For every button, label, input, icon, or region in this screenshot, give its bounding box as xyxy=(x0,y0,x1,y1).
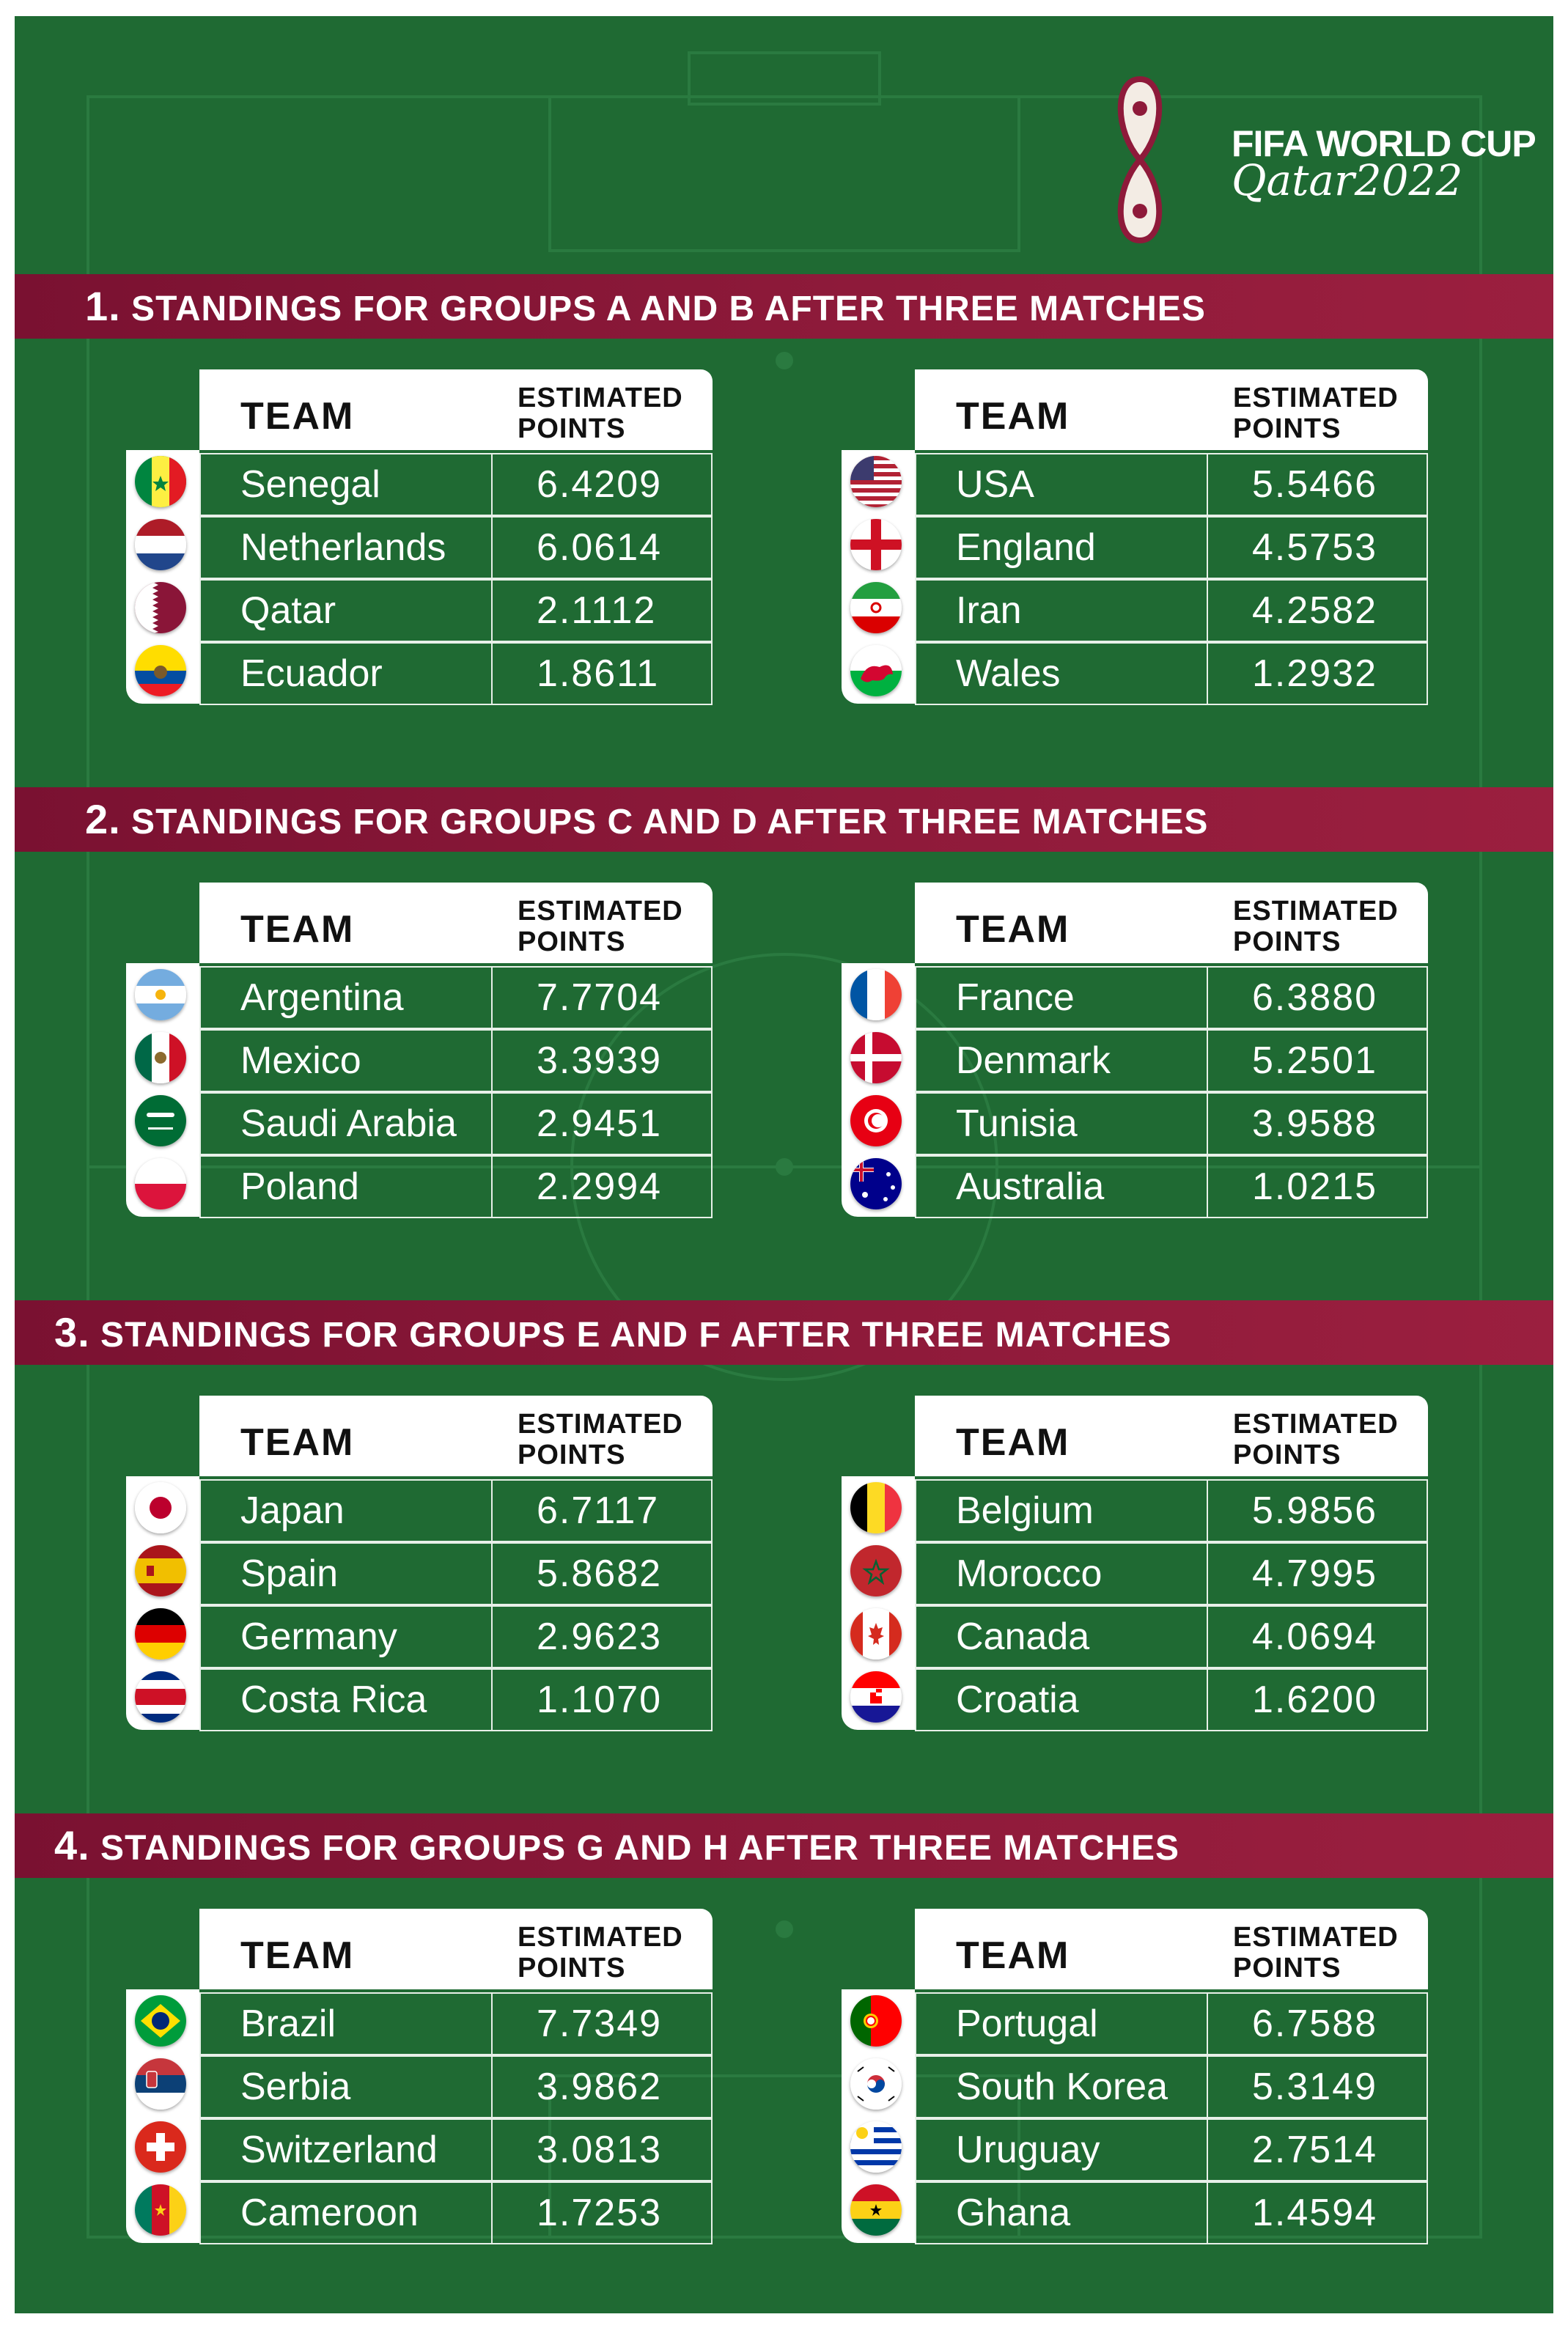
table-row xyxy=(915,1605,1428,1668)
team-name: Wales xyxy=(956,652,1061,695)
standings-table xyxy=(126,369,713,704)
table-row xyxy=(915,516,1428,579)
team-name: Senegal xyxy=(240,463,380,506)
section-banner xyxy=(15,274,1553,339)
flag-column xyxy=(842,1989,915,2243)
table-row xyxy=(199,1605,713,1668)
table-row xyxy=(915,1155,1428,1218)
estimated-points: 1.0215 xyxy=(1252,1165,1378,1208)
team-name: Japan xyxy=(240,1489,345,1532)
team-name: Belgium xyxy=(956,1489,1094,1532)
team-name: Canada xyxy=(956,1616,1090,1658)
estimated-points: 3.9862 xyxy=(537,2066,663,2108)
uruguay-flag-icon xyxy=(850,2121,902,2173)
team-name: Croatia xyxy=(956,1679,1079,1721)
iran-flag-icon xyxy=(850,582,902,633)
estimated-points: 5.8682 xyxy=(537,1552,663,1595)
header-points xyxy=(1233,1922,1399,1983)
estimated-points: 2.9623 xyxy=(537,1616,663,1658)
section-banner xyxy=(15,787,1553,852)
header-points-line1: ESTIMATED xyxy=(518,896,683,927)
table-row xyxy=(915,1029,1428,1092)
team-name: USA xyxy=(956,463,1034,506)
section-title xyxy=(54,1813,1179,1878)
header-points-line1: ESTIMATED xyxy=(518,1922,683,1953)
team-name: Germany xyxy=(240,1616,397,1658)
team-name: Poland xyxy=(240,1165,359,1208)
table-header xyxy=(199,1396,713,1476)
table-row xyxy=(199,2055,713,2118)
denmark-flag-icon xyxy=(850,1032,902,1083)
costa-rica-flag-icon xyxy=(135,1671,186,1723)
estimated-points: 5.9856 xyxy=(1252,1489,1378,1532)
header-points-line1: ESTIMATED xyxy=(518,1409,683,1440)
table-row xyxy=(915,2118,1428,2181)
estimated-points: 4.5753 xyxy=(1252,526,1378,569)
japan-flag-icon xyxy=(135,1482,186,1533)
header-points xyxy=(518,1409,683,1470)
table-row xyxy=(199,1668,713,1731)
estimated-points: 5.3149 xyxy=(1252,2066,1378,2108)
table-row xyxy=(915,453,1428,516)
england-flag-icon xyxy=(850,519,902,570)
argentina-flag-icon xyxy=(135,969,186,1020)
wales-flag-icon xyxy=(850,645,902,696)
table-row xyxy=(915,966,1428,1029)
table-header xyxy=(199,369,713,450)
estimated-points: 1.7253 xyxy=(537,2192,663,2234)
belgium-flag-icon xyxy=(850,1482,902,1533)
header-points-line1: ESTIMATED xyxy=(1233,896,1399,927)
standings-table xyxy=(842,883,1428,1217)
estimated-points: 1.8611 xyxy=(537,652,660,695)
header-points-line2: POINTS xyxy=(1233,927,1341,957)
infographic xyxy=(15,16,1553,2313)
team-name: Iran xyxy=(956,589,1022,632)
team-name: Netherlands xyxy=(240,526,446,569)
header-points-line2: POINTS xyxy=(1233,413,1341,444)
saudi-arabia-flag-icon xyxy=(135,1095,186,1146)
table-row xyxy=(199,579,713,642)
table-row xyxy=(199,453,713,516)
table-header xyxy=(915,1396,1428,1476)
estimated-points: 6.7588 xyxy=(1252,2003,1378,2045)
header-points-line1: ESTIMATED xyxy=(1233,1409,1399,1440)
header-points-line2: POINTS xyxy=(518,1953,626,1983)
standings-table xyxy=(842,1396,1428,1730)
standings-table xyxy=(126,1396,713,1730)
header-points-line2: POINTS xyxy=(518,1440,626,1470)
team-name: Switzerland xyxy=(240,2129,438,2171)
table-header xyxy=(915,369,1428,450)
team-name: Uruguay xyxy=(956,2129,1100,2171)
morocco-flag-icon xyxy=(850,1545,902,1596)
croatia-flag-icon xyxy=(850,1671,902,1723)
estimated-points: 6.7117 xyxy=(537,1489,660,1532)
table-header xyxy=(915,883,1428,963)
south-korea-flag-icon xyxy=(850,2058,902,2110)
header-points-line2: POINTS xyxy=(518,413,626,444)
senegal-flag-icon xyxy=(135,456,186,507)
tunisia-flag-icon xyxy=(850,1095,902,1146)
estimated-points: 5.5466 xyxy=(1252,463,1378,506)
cameroon-flag-icon xyxy=(135,2184,186,2236)
section-title-text: STANDINGS FOR GROUPS C AND D AFTER THREE MATCHES xyxy=(131,803,1209,841)
estimated-points: 2.1112 xyxy=(537,589,657,632)
standings-table xyxy=(842,1909,1428,2243)
flag-column xyxy=(126,1989,199,2243)
header-team: TEAM xyxy=(956,1934,1070,1977)
standings-table xyxy=(842,369,1428,704)
section-title xyxy=(85,787,1208,852)
header-points xyxy=(518,896,683,957)
team-name: Ghana xyxy=(956,2192,1071,2234)
team-name: Mexico xyxy=(240,1039,361,1082)
table-row xyxy=(199,2118,713,2181)
estimated-points: 4.7995 xyxy=(1252,1552,1378,1595)
table-row xyxy=(915,2055,1428,2118)
logo-title: FIFA WORLD CUP xyxy=(1232,123,1536,164)
estimated-points: 2.9451 xyxy=(537,1102,663,1145)
table-row xyxy=(199,1542,713,1605)
table-header xyxy=(199,1909,713,1989)
header-team: TEAM xyxy=(240,1934,355,1977)
team-name: Spain xyxy=(240,1552,338,1595)
section-number: 3. xyxy=(54,1309,90,1355)
portugal-flag-icon xyxy=(850,1995,902,2047)
section-title-text: STANDINGS FOR GROUPS A AND B AFTER THREE MATCHES xyxy=(131,290,1206,328)
header-points-line1: ESTIMATED xyxy=(1233,1922,1399,1953)
table-row xyxy=(915,1992,1428,2055)
table-row xyxy=(199,966,713,1029)
flag-column xyxy=(842,963,915,1217)
header-points xyxy=(518,1922,683,1983)
estimated-points: 1.1070 xyxy=(537,1679,663,1721)
team-name: France xyxy=(956,976,1075,1019)
section-title-text: STANDINGS FOR GROUPS E AND F AFTER THREE MATCHES xyxy=(100,1316,1172,1355)
section-number: 2. xyxy=(85,796,121,842)
header-points-line2: POINTS xyxy=(1233,1440,1341,1470)
section-title-text: STANDINGS FOR GROUPS G AND H AFTER THREE MATCHES xyxy=(100,1829,1180,1868)
team-name: Saudi Arabia xyxy=(240,1102,457,1145)
standings-table xyxy=(126,1909,713,2243)
team-name: England xyxy=(956,526,1096,569)
table-row xyxy=(915,1479,1428,1542)
team-name: Qatar xyxy=(240,589,336,632)
header-points xyxy=(1233,383,1399,444)
table-row xyxy=(915,579,1428,642)
estimated-points: 4.2582 xyxy=(1252,589,1378,632)
section-banner xyxy=(15,1300,1553,1365)
header-points xyxy=(518,383,683,444)
table-row xyxy=(199,1479,713,1542)
header-points-line2: POINTS xyxy=(1233,1953,1341,1983)
header-team: TEAM xyxy=(956,395,1070,438)
team-name: Costa Rica xyxy=(240,1679,427,1721)
team-name: Portugal xyxy=(956,2003,1098,2045)
mexico-flag-icon xyxy=(135,1032,186,1083)
table-row xyxy=(199,1029,713,1092)
estimated-points: 6.4209 xyxy=(537,463,663,506)
table-row xyxy=(199,642,713,705)
team-name: Morocco xyxy=(956,1552,1103,1595)
section-number: 4. xyxy=(54,1822,90,1868)
netherlands-flag-icon xyxy=(135,519,186,570)
flag-column xyxy=(842,1476,915,1730)
ghana-flag-icon xyxy=(850,2184,902,2236)
team-name: Argentina xyxy=(240,976,404,1019)
team-name: Tunisia xyxy=(956,1102,1078,1145)
table-row xyxy=(915,2181,1428,2244)
logo-subtitle: Qatar2022 xyxy=(1232,155,1463,205)
section-number: 1. xyxy=(85,283,121,329)
ecuador-flag-icon xyxy=(135,645,186,696)
estimated-points: 1.4594 xyxy=(1252,2192,1378,2234)
table-row xyxy=(199,516,713,579)
team-name: Denmark xyxy=(956,1039,1111,1082)
france-flag-icon xyxy=(850,969,902,1020)
estimated-points: 7.7349 xyxy=(537,2003,663,2045)
table-row xyxy=(915,642,1428,705)
team-name: Cameroon xyxy=(240,2192,419,2234)
estimated-points: 3.3939 xyxy=(537,1039,663,1082)
estimated-points: 7.7704 xyxy=(537,976,663,1019)
estimated-points: 6.3880 xyxy=(1252,976,1378,1019)
table-row xyxy=(199,1092,713,1155)
switzerland-flag-icon xyxy=(135,2121,186,2173)
australia-flag-icon xyxy=(850,1158,902,1209)
header-team: TEAM xyxy=(956,908,1070,951)
table-row xyxy=(915,1542,1428,1605)
table-row xyxy=(915,1092,1428,1155)
estimated-points: 1.2932 xyxy=(1252,652,1378,695)
flag-column xyxy=(126,963,199,1217)
section-banner xyxy=(15,1813,1553,1878)
table-header xyxy=(199,883,713,963)
estimated-points: 2.2994 xyxy=(537,1165,663,1208)
serbia-flag-icon xyxy=(135,2058,186,2110)
flag-column xyxy=(842,450,915,704)
flag-column xyxy=(126,450,199,704)
flag-column xyxy=(126,1476,199,1730)
team-name: Brazil xyxy=(240,2003,336,2045)
estimated-points: 6.0614 xyxy=(537,526,663,569)
header-points xyxy=(1233,896,1399,957)
table-header xyxy=(915,1909,1428,1989)
header-points-line1: ESTIMATED xyxy=(518,383,683,413)
standings-table xyxy=(126,883,713,1217)
header-points xyxy=(1233,1409,1399,1470)
table-row xyxy=(199,1155,713,1218)
table-row xyxy=(199,1992,713,2055)
qatar-flag-icon xyxy=(135,582,186,633)
estimated-points: 5.2501 xyxy=(1252,1039,1378,1082)
team-name: South Korea xyxy=(956,2066,1168,2108)
header-points-line1: ESTIMATED xyxy=(1233,383,1399,413)
section-title xyxy=(85,274,1206,339)
header-team: TEAM xyxy=(240,908,355,951)
header-team: TEAM xyxy=(956,1421,1070,1464)
canada-flag-icon xyxy=(850,1608,902,1660)
header-team: TEAM xyxy=(240,395,355,438)
header-team: TEAM xyxy=(240,1421,355,1464)
germany-flag-icon xyxy=(135,1608,186,1660)
table-row xyxy=(915,1668,1428,1731)
team-name: Serbia xyxy=(240,2066,351,2108)
spain-flag-icon xyxy=(135,1545,186,1596)
table-row xyxy=(199,2181,713,2244)
estimated-points: 1.6200 xyxy=(1252,1679,1378,1721)
brazil-flag-icon xyxy=(135,1995,186,2047)
team-name: Ecuador xyxy=(240,652,383,695)
header-points-line2: POINTS xyxy=(518,927,626,957)
usa-flag-icon xyxy=(850,456,902,507)
poland-flag-icon xyxy=(135,1158,186,1209)
team-name: Australia xyxy=(956,1165,1105,1208)
estimated-points: 2.7514 xyxy=(1252,2129,1378,2171)
estimated-points: 4.0694 xyxy=(1252,1616,1378,1658)
estimated-points: 3.9588 xyxy=(1252,1102,1378,1145)
estimated-points: 3.0813 xyxy=(537,2129,663,2171)
section-title xyxy=(54,1300,1171,1365)
